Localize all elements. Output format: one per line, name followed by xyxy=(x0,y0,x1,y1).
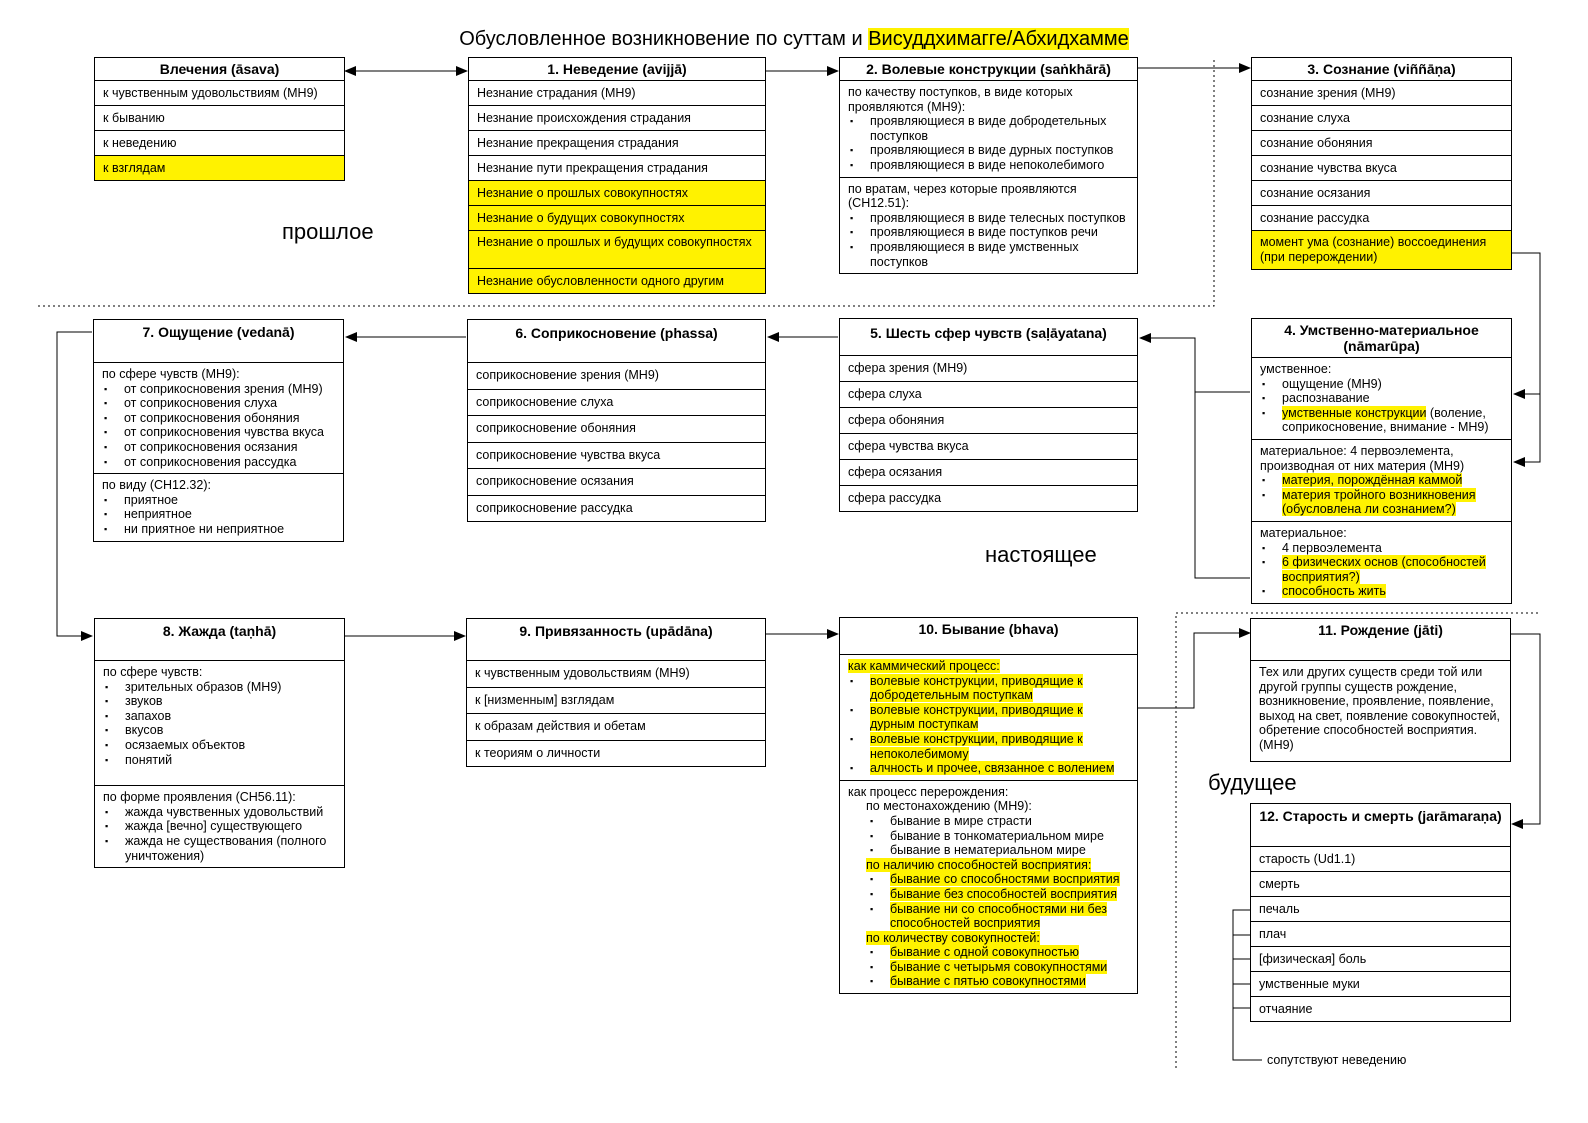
salayatana-title: 5. Шесть сфер чувств (saḷāyatana) xyxy=(840,319,1137,356)
vinnana-title: 3. Сознание (viññāṇa) xyxy=(1252,58,1511,81)
list-item: ▪ проявляющиеся в виде добродетельных поступков xyxy=(870,114,1129,143)
jati-text: Тех или других существ среди той или другой группы существ рождение, возникновение, проявление, появление, выход на свет, появление совокупностей, обретение способностей восприятия. (МН9) xyxy=(1259,665,1500,752)
phassa-row: соприкосновение слуха xyxy=(468,390,765,417)
arrow-jati-jaramarana xyxy=(1511,634,1540,824)
highlight-text: бывание ни со способностями ни без способностей восприятия xyxy=(890,901,1107,931)
vinnana-row: сознание рассудка xyxy=(1252,206,1511,231)
list-item xyxy=(1282,406,1503,435)
list-item: ▪ жажда [вечно] существующего xyxy=(125,819,336,834)
box-avijja xyxy=(468,57,766,294)
title-highlight: Висуддхимагге/Абхидхамме xyxy=(868,28,1129,50)
highlight-text: волевые конструкции, приводящие к непоколебимому xyxy=(870,731,1083,761)
avijja-row: Незнание происхождения страдания xyxy=(469,106,765,131)
tanha-section-form xyxy=(95,786,344,867)
bhava-s2b-head: по наличию способностей восприятия: xyxy=(866,857,1092,872)
highlight-text: способность жить xyxy=(1282,584,1386,599)
salayatana-row: сфера рассудка xyxy=(848,491,942,505)
phassa-title: 6. Соприкосновение (phassa) xyxy=(468,320,765,363)
list-item xyxy=(1282,473,1503,488)
jaramarana-title: 12. Старость и смерть (jarāmaraṇa) xyxy=(1251,804,1510,847)
box-phassa xyxy=(467,319,766,522)
line-namarupa-salayatana xyxy=(1195,392,1250,578)
vinnana-row: сознание осязания xyxy=(1252,181,1511,206)
highlight-text: бывание со способностями восприятия xyxy=(890,872,1120,887)
box-tanha xyxy=(94,618,345,868)
salayatana-row: сфера чувства вкуса xyxy=(840,434,1137,460)
list-item: ▪ бывание в мире страсти xyxy=(890,814,1129,829)
bhava-s2-head: как процесс перерождения: xyxy=(848,784,1009,799)
arrow-vedana-tanha xyxy=(57,332,92,636)
arrow-bhava-jati xyxy=(1138,633,1250,708)
tanha-section-senses xyxy=(95,661,344,786)
title-main: Обусловленное возникновение по суттам и xyxy=(459,28,869,50)
highlight-text: бывание с одной совокупностью xyxy=(890,945,1080,960)
list-item: ▪ распознавание xyxy=(1282,391,1503,406)
arrow-vinnana-namarupa-1 xyxy=(1512,253,1540,394)
list-item xyxy=(890,974,1129,989)
asava-title: Влечения (āsava) xyxy=(95,58,344,81)
list-item: ▪ жажда чувственных удовольствий xyxy=(125,805,336,820)
jaramarana-row: плач xyxy=(1251,922,1510,947)
list-item: ▪ проявляющиеся в виде непоколебимого xyxy=(870,158,1129,173)
list-item: ▪ звуков xyxy=(125,694,336,709)
avijja-row: Незнание о прошлых совокупностях xyxy=(469,181,765,206)
list-item xyxy=(890,960,1129,975)
list-item: ▪ от соприкосновения рассудка xyxy=(124,455,335,470)
vinnana-row: сознание зрения (МН9) xyxy=(1252,81,1511,106)
box-salayatana xyxy=(839,318,1138,512)
list-item xyxy=(870,703,1129,732)
avijja-row: Незнание о будущих совокупностях xyxy=(469,206,765,231)
box-vinnana xyxy=(1251,57,1512,270)
bhava-s1-head: как каммический процесс: xyxy=(848,659,1000,673)
box-upadana xyxy=(466,618,766,767)
vedana-s2-head: по виду (СН12.32): xyxy=(102,478,211,493)
jaramarana-row: старость (Ud1.1) xyxy=(1251,847,1510,872)
namarupa-s2-head: материальное: 4 первоэлемента, производная от них материя (МН9) xyxy=(1260,443,1465,473)
arrow-vinnana-namarupa-2 xyxy=(1514,394,1540,462)
avijja-row: Незнание страдания (МН9) xyxy=(469,81,765,106)
vinnana-row: сознание чувства вкуса xyxy=(1252,156,1511,181)
upadana-row: к чувственным удовольствиям (МН9) xyxy=(467,661,765,688)
era-present: настоящее xyxy=(985,542,1097,567)
list-item xyxy=(870,732,1129,761)
list-item: ▪ проявляющиеся в виде поступков речи xyxy=(870,225,1129,240)
namarupa-section-mental xyxy=(1252,358,1511,440)
list-item: ▪ понятий xyxy=(125,753,336,768)
list-item: ▪ зрительных образов (МН9) xyxy=(125,680,336,695)
list-item: ▪ ощущение (МН9) xyxy=(1282,377,1503,392)
tanha-s1-head: по сфере чувств: xyxy=(103,665,203,679)
upadana-row: к образам действия и обетам xyxy=(467,714,765,741)
bhava-section-rebirth xyxy=(840,781,1137,993)
list-item: ▪ жажда не существования (полного уничтожения) xyxy=(125,834,336,863)
list-item: ▪ от соприкосновения осязания xyxy=(124,440,335,455)
list-item: ▪ запахов xyxy=(125,709,336,724)
list-item: ▪ осязаемых объектов xyxy=(125,738,336,753)
asava-row: к чувственным удовольствиям (МН9) xyxy=(95,81,344,106)
list-item: ▪ бывание в нематериальном мире xyxy=(890,843,1129,858)
box-jati xyxy=(1250,618,1511,762)
box-vedana xyxy=(93,319,344,542)
phassa-row: соприкосновение осязания xyxy=(468,469,765,496)
jaramarana-row: печаль xyxy=(1251,897,1510,922)
namarupa-section-material-2 xyxy=(1252,522,1511,603)
highlight-text: 6 физических основ (способностей восприятия?) xyxy=(1282,555,1486,584)
list-item: ▪ 4 первоэлемента xyxy=(1282,541,1503,556)
asava-row: к взглядам xyxy=(95,156,344,180)
list-item: ▪ неприятное xyxy=(124,507,335,522)
jaramarana-row: [физическая] боль xyxy=(1251,947,1510,972)
avijja-title: 1. Неведение (avijjā) xyxy=(469,58,765,81)
salayatana-row: сфера осязания xyxy=(840,460,1137,486)
highlight-text: волевые конструкции, приводящие к добродетельным поступкам xyxy=(870,673,1083,703)
list-item: ▪ от соприкосновения зрения (МН9) xyxy=(124,382,335,397)
list-item: ▪ проявляющиеся в виде умственных поступков xyxy=(870,240,1129,269)
box-bhava xyxy=(839,617,1138,994)
phassa-row: соприкосновение рассудка xyxy=(476,500,633,515)
box-jaramarana xyxy=(1250,803,1511,1022)
highlight-text: алчность и прочее, связанное с волением xyxy=(870,761,1115,776)
highlight-text: умственные конструкции xyxy=(1282,405,1427,420)
salayatana-row: сфера слуха xyxy=(840,382,1137,408)
plain-text: (воление, соприкосновение, внимание - МН9) xyxy=(1282,405,1489,435)
asava-row: к быванию xyxy=(95,106,344,131)
vinnana-row: момент ума (сознание) воссоединения (при перерождении) xyxy=(1252,231,1511,269)
jaramarana-row: смерть xyxy=(1251,872,1510,897)
phassa-row: соприкосновение чувства вкуса xyxy=(468,443,765,470)
upadana-title: 9. Привязанность (upādāna) xyxy=(467,619,765,661)
jaramarana-note: сопутствуют неведению xyxy=(1267,1053,1407,1067)
highlight-text: материя тройного возникновения (обусловлена ли сознанием?) xyxy=(1282,487,1476,517)
highlight-text: бывание с четырьмя совокупностями xyxy=(890,959,1108,974)
bhava-s2a-head: по местонахождению (МН9): xyxy=(866,799,1032,814)
jaramarana-row: умственные муки xyxy=(1251,972,1510,997)
bhava-section-kamma xyxy=(840,655,1137,781)
box-sankhara xyxy=(839,57,1138,274)
avijja-row: Незнание прекращения страдания xyxy=(469,131,765,156)
vedana-section-senses xyxy=(94,363,343,474)
highlight-text: бывание без способностей восприятия xyxy=(890,886,1118,901)
avijja-row: Незнание пути прекращения страдания xyxy=(469,156,765,181)
list-item xyxy=(1282,488,1503,517)
sankhara-section-quality xyxy=(840,81,1137,178)
list-item: ▪ проявляющиеся в виде телесных поступков xyxy=(870,211,1129,226)
tanha-s2-head: по форме проявления (СН56.11): xyxy=(103,790,296,805)
era-past: прошлое xyxy=(282,219,374,244)
avijja-row: Незнание о прошлых и будущих совокупностях xyxy=(469,231,765,269)
avijja-row: Незнание обусловленности одного другим xyxy=(469,269,765,293)
list-item: ▪ проявляющиеся в виде дурных поступков xyxy=(870,143,1129,158)
sankhara-s1-head: по качеству поступков, в виде которых проявляются (МН9): xyxy=(848,85,1073,114)
sankhara-section-doors xyxy=(840,178,1137,274)
arrow-namarupa-salayatana xyxy=(1140,338,1250,392)
list-item: ▪ бывание в тонкоматериальном мире xyxy=(890,829,1129,844)
vinnana-row: сознание обоняния xyxy=(1252,131,1511,156)
namarupa-s1-head: умственное: xyxy=(1260,362,1332,376)
namarupa-title: 4. Умственно-материальное (nāmarūpa) xyxy=(1252,319,1511,358)
vedana-s1-head: по сфере чувств (МН9): xyxy=(102,367,240,381)
bhava-s2c-head: по количеству совокупностей: xyxy=(866,930,1040,945)
list-item: ▪ ни приятное ни неприятное xyxy=(124,522,335,537)
salayatana-row: сфера зрения (МН9) xyxy=(840,356,1137,382)
list-item xyxy=(870,674,1129,703)
highlight-text: материя, порождённая каммой xyxy=(1282,473,1463,488)
list-item xyxy=(870,761,1129,776)
list-item xyxy=(1282,555,1503,584)
asava-row: к неведению xyxy=(95,131,344,156)
vinnana-row: сознание слуха xyxy=(1252,106,1511,131)
bhava-title: 10. Бывание (bhava) xyxy=(840,618,1137,655)
list-item: ▪ от соприкосновения слуха xyxy=(124,396,335,411)
era-future: будущее xyxy=(1208,770,1297,795)
list-item: ▪ от соприкосновения обоняния xyxy=(124,411,335,426)
sankhara-s2-head: по вратам, через которые проявляются (СН12.51): xyxy=(848,181,1077,211)
salayatana-row: сфера обоняния xyxy=(840,408,1137,434)
phassa-row: соприкосновение обоняния xyxy=(468,416,765,443)
phassa-row: соприкосновение зрения (МН9) xyxy=(468,363,765,390)
vedana-section-kind xyxy=(94,474,343,540)
tanha-title: 8. Жажда (taṇhā) xyxy=(95,619,344,661)
list-item xyxy=(890,887,1129,902)
sankhara-title: 2. Волевые конструкции (saṅkhārā) xyxy=(840,58,1137,81)
list-item xyxy=(890,902,1129,931)
jati-title: 11. Рождение (jāti) xyxy=(1251,619,1510,661)
list-item xyxy=(1282,584,1503,599)
list-item: ▪ от соприкосновения чувства вкуса xyxy=(124,425,335,440)
list-item: ▪ вкусов xyxy=(125,723,336,738)
list-item xyxy=(890,945,1129,960)
list-item xyxy=(890,872,1129,887)
upadana-row: к [низменным] взглядам xyxy=(467,688,765,715)
namarupa-s3-head: материальное: xyxy=(1260,525,1347,540)
namarupa-section-material xyxy=(1252,440,1511,522)
upadana-row: к теориям о личности xyxy=(475,745,601,760)
list-item: ▪ приятное xyxy=(124,493,335,508)
jaramarana-row: отчаяние xyxy=(1259,1002,1313,1016)
box-asava xyxy=(94,57,345,181)
box-namarupa xyxy=(1251,318,1512,604)
highlight-text: бывание с пятью совокупностями xyxy=(890,974,1086,989)
vedana-title: 7. Ощущение (vedanā) xyxy=(94,320,343,363)
highlight-text: волевые конструкции, приводящие к дурным поступкам xyxy=(870,702,1083,732)
